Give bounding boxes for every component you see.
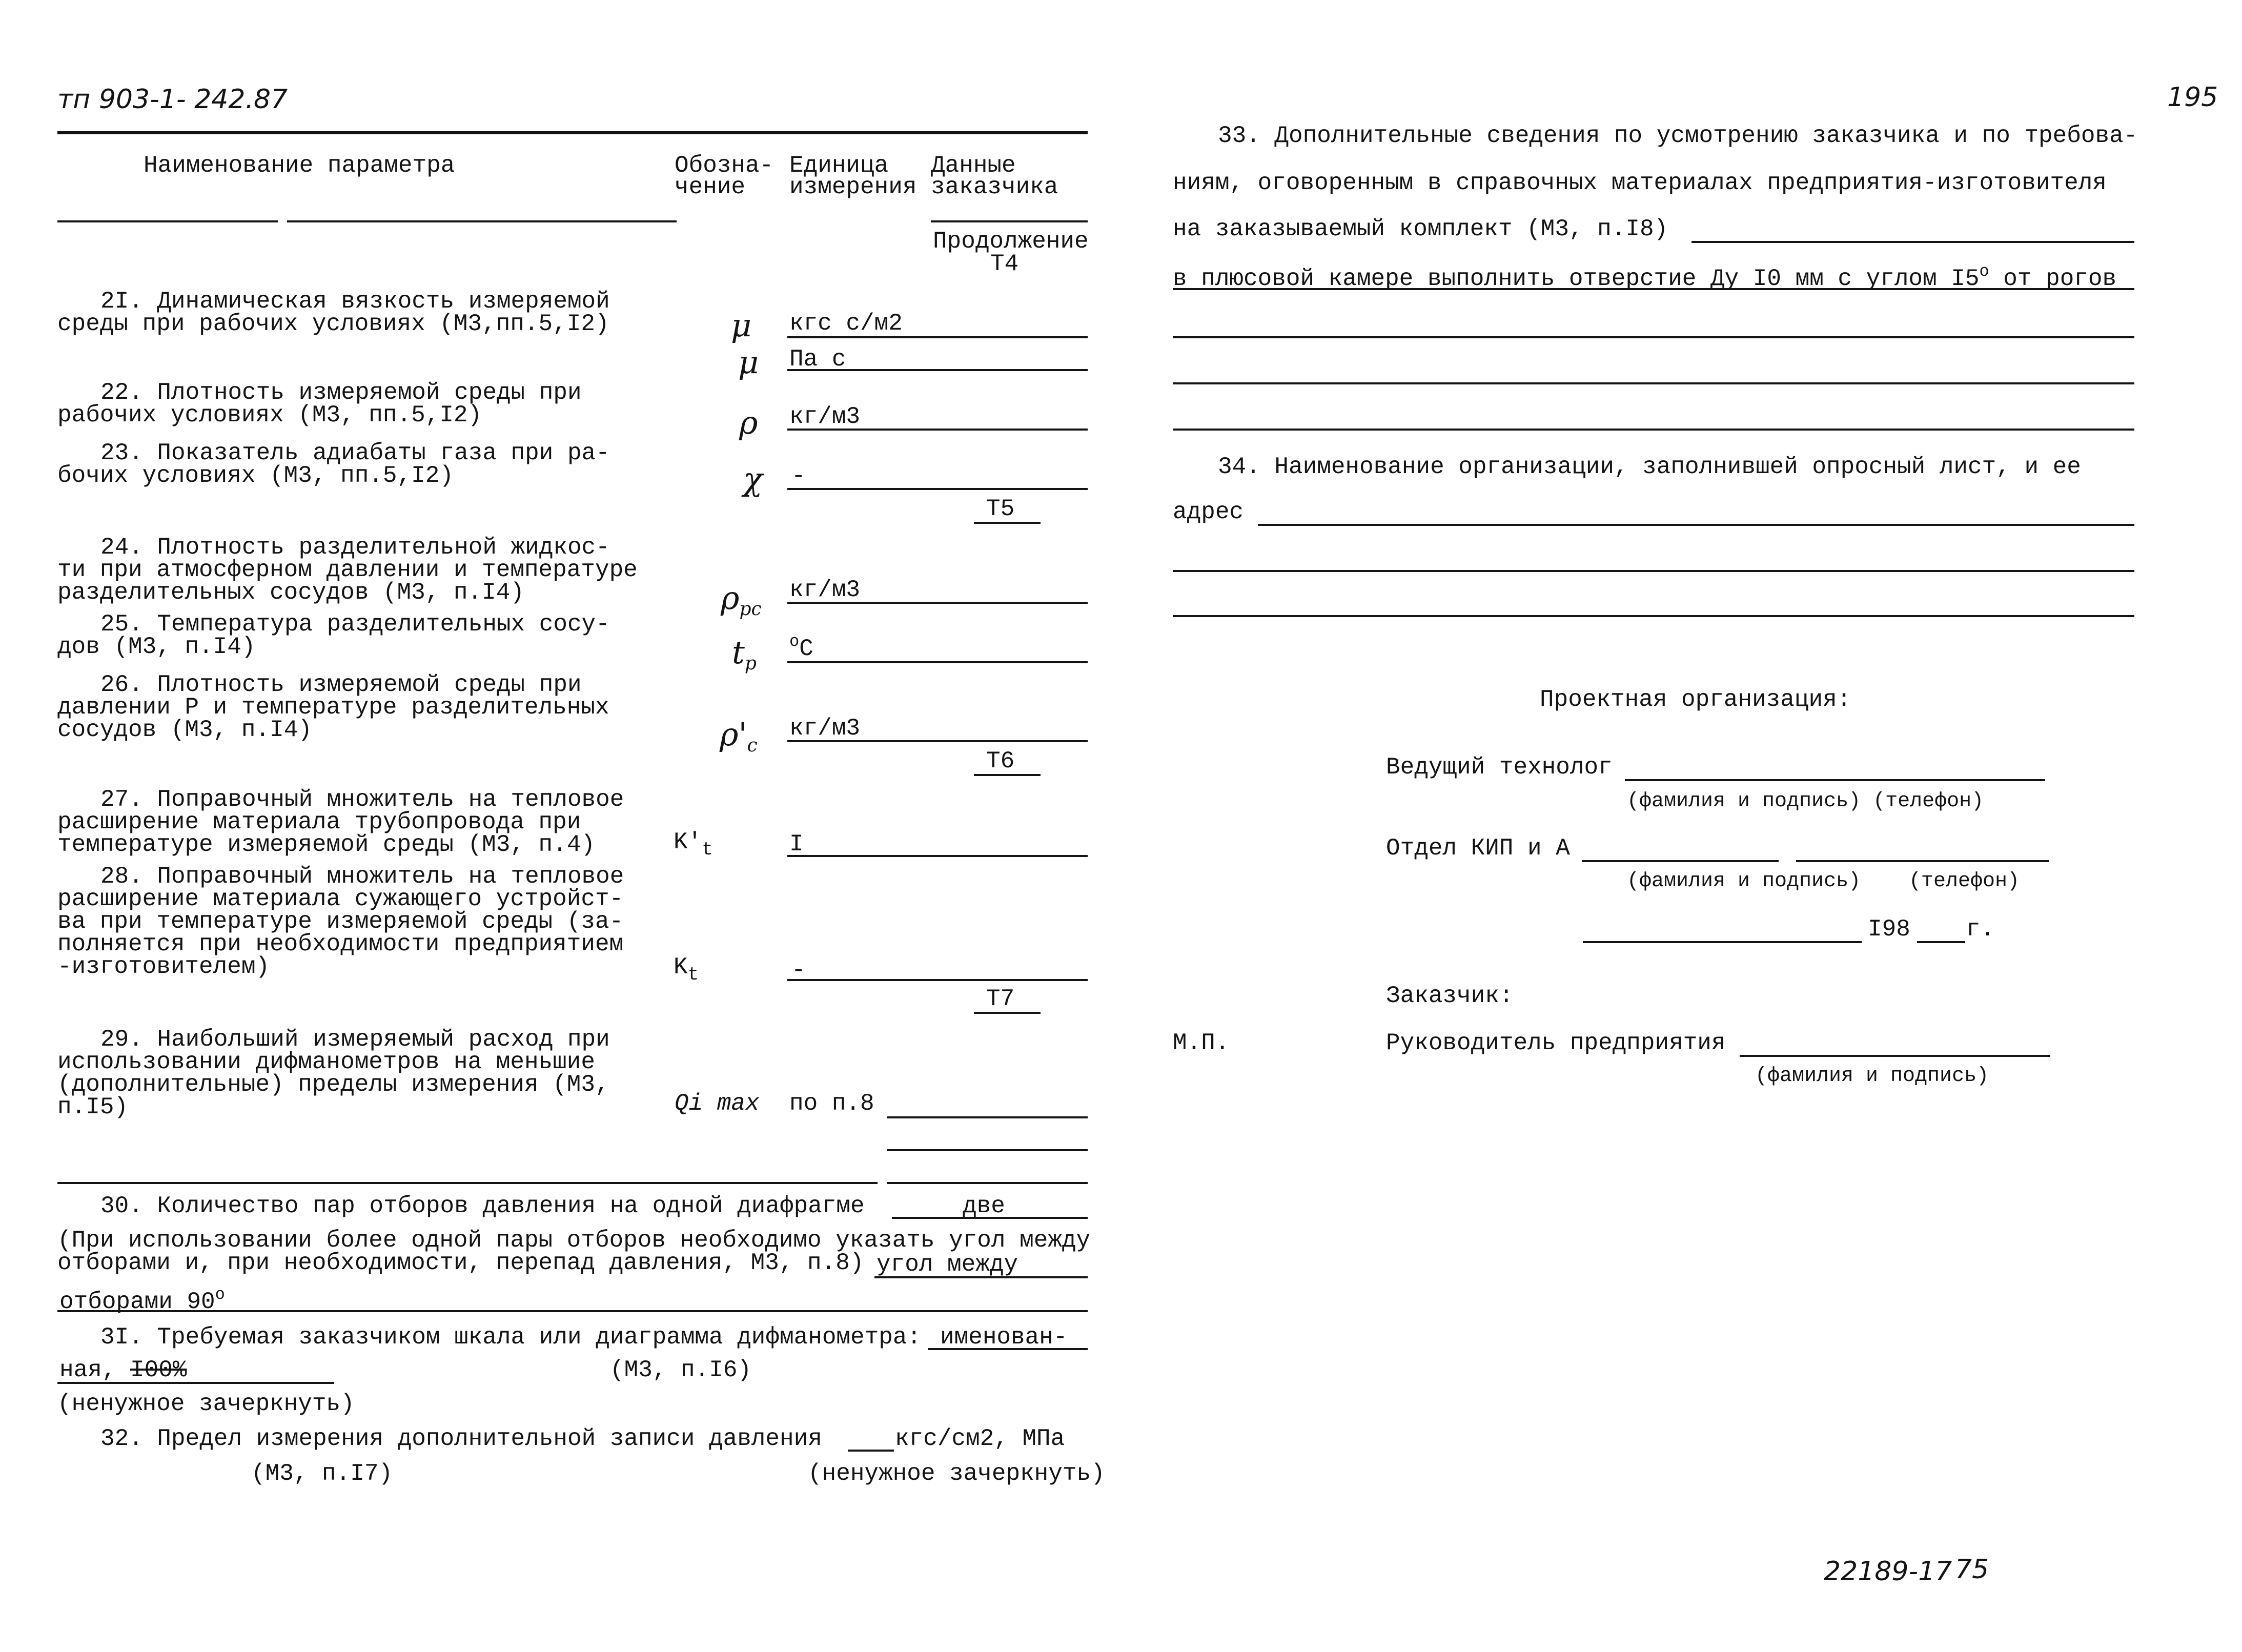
item-33-answer-rule xyxy=(1173,288,2134,290)
item-27-line-3: температуре измеряемой среды (М3, п.4) xyxy=(57,831,595,858)
lead-technologist-signature-field[interactable] xyxy=(1625,779,2045,781)
item-28-line-1: 28. Поправочный множитель на тепловое xyxy=(100,863,624,890)
item-27-line-2: расширение материала трубопровода при xyxy=(57,809,581,835)
rho-c-symbol: $\rho'_с$ xyxy=(720,716,758,756)
item-24-line-3: разделительных сосудов (М3, п.I4) xyxy=(57,579,524,606)
project-organization-heading: Проектная организация: xyxy=(1540,686,1851,713)
continuation-table-t4: Т4 xyxy=(990,251,1019,277)
item-33-field[interactable] xyxy=(1691,241,2134,243)
item-33-line-3: на заказываемый комплект (М3, п.I8) xyxy=(1173,216,1668,242)
item-32-note: (ненужное зачеркнуть) xyxy=(808,1460,1105,1487)
item-28-line-4: полняется при необходимости предприятием xyxy=(57,931,624,957)
item-21-unit-2: Па с xyxy=(789,346,846,373)
item-26-field[interactable] xyxy=(787,740,1088,742)
item-23-line-1: 23. Показатель адиабаты газа при ра- xyxy=(100,440,610,466)
item-32-reference: (М3, п.I7) xyxy=(251,1460,393,1487)
item-27-value: I xyxy=(789,831,804,858)
header-customer-1: Данные xyxy=(931,152,1016,179)
kip-department-signature-note: (фамилия и подпись) xyxy=(1627,870,1861,893)
item-26-line-3: сосудов (М3, п.I4) xyxy=(57,717,312,743)
item-28-line-3: ва при температуре измеряемой среды (за- xyxy=(57,908,624,935)
rho-rs-symbol: $\rho_{рс}$ xyxy=(721,579,762,620)
item-27-line-1: 27. Поправочный множитель на тепловое xyxy=(100,786,624,813)
header-param-name: Наименование параметра xyxy=(144,152,455,179)
kip-department-label: Отдел КИП и А xyxy=(1386,835,1570,862)
item-30-note-2: отборами и, при необходимости, перепад давления, М3, п.8) xyxy=(57,1250,864,1276)
item-25-line-1: 25. Температура разделительных сосу- xyxy=(100,611,610,638)
header-unit-2: измерения xyxy=(789,174,917,200)
item-33-line-2: ниям, оговоренным в справочных материалах предприятия-изготовителя xyxy=(1173,170,2107,196)
item-33-line-1: 33. Дополнительные сведения по усмотрению заказчика и по требова- xyxy=(1218,123,2138,149)
item-30-note-1: (При использовании более одной пары отборов необходимо указать угол между xyxy=(57,1227,1091,1254)
header-designation-1: Обозна- xyxy=(675,152,774,179)
item-31-text: 3I. Требуемая заказчиком шкала или диаграмма дифманометра: xyxy=(100,1324,922,1351)
item-30-answer-1: угол между xyxy=(877,1251,1018,1278)
item-28-value: - xyxy=(791,957,806,984)
item-32-field[interactable] xyxy=(848,1450,894,1452)
item-22-unit: кг/м3 xyxy=(789,403,861,430)
table-t7-rule xyxy=(974,1012,1041,1014)
header-bottom-rule xyxy=(287,220,677,222)
item-29-line-2: использовании дифманометров на меньшие xyxy=(57,1049,595,1075)
item-34-address-field[interactable] xyxy=(1258,524,2134,526)
item-34-line-1: 34. Наименование организации, заполнившей опросный лист, и ее xyxy=(1218,454,2081,480)
item-25-field[interactable] xyxy=(787,661,1088,663)
kip-department-phone-field[interactable] xyxy=(1796,860,2049,862)
stamp-place-label: М.П. xyxy=(1173,1030,1230,1056)
item-27-field[interactable] xyxy=(787,855,1088,857)
header-customer-2: заказчика xyxy=(931,174,1058,200)
table-t5-rule xyxy=(974,522,1041,524)
footer-code: 22189-17 xyxy=(1824,1556,1952,1587)
item-29-unit: по п.8 xyxy=(789,1090,874,1117)
item-23-unit: - xyxy=(791,463,806,490)
item-29-line-3: (дополнительные) пределы измерения (М3, xyxy=(57,1071,609,1098)
item-34-blank-line[interactable] xyxy=(1173,615,2134,617)
item-22-field[interactable] xyxy=(787,429,1088,431)
item-26-unit: кг/м3 xyxy=(789,715,861,742)
item-31-reference: (М3, п.I6) xyxy=(610,1357,752,1383)
customer-label: Заказчик: xyxy=(1386,983,1514,1009)
header-bottom-rule xyxy=(57,220,278,222)
item-24-field[interactable] xyxy=(787,602,1088,604)
item-30-text: 30. Количество пар отборов давления на одной диафрагме xyxy=(100,1193,865,1219)
item-26-line-2: давлении Р и температуре разделительных xyxy=(57,694,609,721)
item-34-blank-line[interactable] xyxy=(1173,570,2134,572)
item-34-line-2: адрес xyxy=(1173,499,1244,525)
item-30-answer-2: отборами $90^о$ xyxy=(59,1285,225,1315)
table-t5-label: Т5 xyxy=(986,496,1015,522)
item-33-blank-line[interactable] xyxy=(1173,336,2134,338)
item-25-line-2: дов (М3, п.I4) xyxy=(57,634,256,660)
director-signature-field[interactable] xyxy=(1740,1055,2050,1057)
item-25-unit: $^о$С xyxy=(789,632,813,662)
item-21-field-1[interactable] xyxy=(787,336,1088,338)
item-31-answer-rule xyxy=(57,1382,334,1384)
item-24-line-1: 24. Плотность разделительной жидкос- xyxy=(100,534,610,561)
item-21-unit-1: кгс с/м2 xyxy=(789,310,903,337)
document-code: тп 903-1- 242.87 xyxy=(57,84,288,115)
continuation-label: Продолжение xyxy=(933,228,1089,255)
item-29-field-1[interactable] xyxy=(887,1116,1088,1118)
item-29-field-2[interactable] xyxy=(887,1149,1088,1151)
item-23-field[interactable] xyxy=(787,488,1088,490)
t-p-symbol: $t_р$ xyxy=(732,634,757,674)
table-t7-label: Т7 xyxy=(986,986,1015,1012)
item-33-answer: в плюсовой камере выполнить отверстие Ду I0 мм с углом $I5^о$ от рогов xyxy=(1173,262,2117,292)
header-unit-1: Единица xyxy=(789,152,889,179)
q-imax-symbol: Qi max xyxy=(675,1090,760,1117)
item-33-blank-line[interactable] xyxy=(1173,429,2134,431)
director-label: Руководитель предприятия xyxy=(1386,1030,1726,1056)
item-24-unit: кг/м3 xyxy=(789,577,861,603)
mu-symbol: μ xyxy=(738,343,759,381)
lead-technologist-label: Ведущий технолог xyxy=(1386,754,1613,781)
kip-department-signature-field[interactable] xyxy=(1582,860,1779,862)
mu-symbol: μ xyxy=(731,307,752,344)
footer-page-number: 75 xyxy=(1955,1554,1989,1585)
page-number: 195 xyxy=(2167,82,2218,113)
item-23-line-2: бочих условиях (М3, пп.5,I2) xyxy=(57,462,454,489)
item-21-line-2: среды при рабочих условиях (М3,пп.5,I2) xyxy=(57,311,609,337)
kip-department-phone-note: (телефон) xyxy=(1909,870,2020,893)
header-bottom-rule xyxy=(931,220,1088,222)
item-29-field-3[interactable] xyxy=(887,1182,1088,1184)
year-field[interactable] xyxy=(1917,941,1965,943)
item-28-line-5: -изготовителем) xyxy=(57,953,270,980)
item-22-line-1: 22. Плотность измеряемой среды при xyxy=(100,379,582,406)
rho-symbol: ρ xyxy=(739,404,758,441)
item-28-field[interactable] xyxy=(787,979,1088,981)
item-30-rule xyxy=(57,1310,1088,1312)
lead-technologist-signature-note: (фамилия и подпись) (телефон) xyxy=(1627,790,1984,813)
item-31-field[interactable] xyxy=(928,1348,1088,1350)
item-26-line-1: 26. Плотность измеряемой среды при xyxy=(100,671,582,698)
date-field[interactable] xyxy=(1583,941,1862,943)
year-suffix: г. xyxy=(1966,916,1995,943)
item-33-blank-line[interactable] xyxy=(1173,382,2134,384)
item-32-unit: кгс/см2, МПа xyxy=(895,1425,1065,1452)
item-29-line-4: п.I5) xyxy=(57,1094,129,1120)
item-24-line-2: ти при атмосферном давлении и температуре xyxy=(57,557,638,583)
item-21-field-2[interactable] xyxy=(787,369,1088,371)
table-t6-rule xyxy=(974,774,1041,776)
section-rule xyxy=(57,1182,878,1184)
director-signature-note: (фамилия и подпись) xyxy=(1755,1065,1989,1088)
item-28-line-2: расширение материала сужающего устройст- xyxy=(57,886,624,912)
year-label: I98 xyxy=(1868,916,1910,943)
item-31-note: (ненужное зачеркнуть) xyxy=(57,1391,355,1417)
item-29-line-1: 29. Наибольший измеряемый расход при xyxy=(100,1026,610,1053)
item-30-value: две xyxy=(963,1193,1005,1219)
item-31-answer-1: именован- xyxy=(940,1324,1068,1351)
item-22-line-2: рабочих условиях (М3, пп.5,I2) xyxy=(57,402,482,429)
table-top-rule xyxy=(57,131,1088,134)
k-t-prime-symbol: $K'_t$ xyxy=(674,829,713,860)
item-21-line-1: 2I. Динамическая вязкость измеряемой xyxy=(100,288,610,315)
kappa-symbol: χ xyxy=(743,460,763,498)
item-30-field[interactable] xyxy=(892,1217,1088,1219)
table-t6-label: Т6 xyxy=(986,748,1015,774)
item-32-text: 32. Предел измерения дополнительной записи давления xyxy=(100,1425,822,1452)
item-31-answer-2: ная, I00% xyxy=(59,1357,187,1383)
k-t-symbol: $K_t$ xyxy=(674,954,699,985)
header-designation-2: чение xyxy=(675,174,746,200)
item-30-answer-field[interactable] xyxy=(874,1276,1088,1278)
